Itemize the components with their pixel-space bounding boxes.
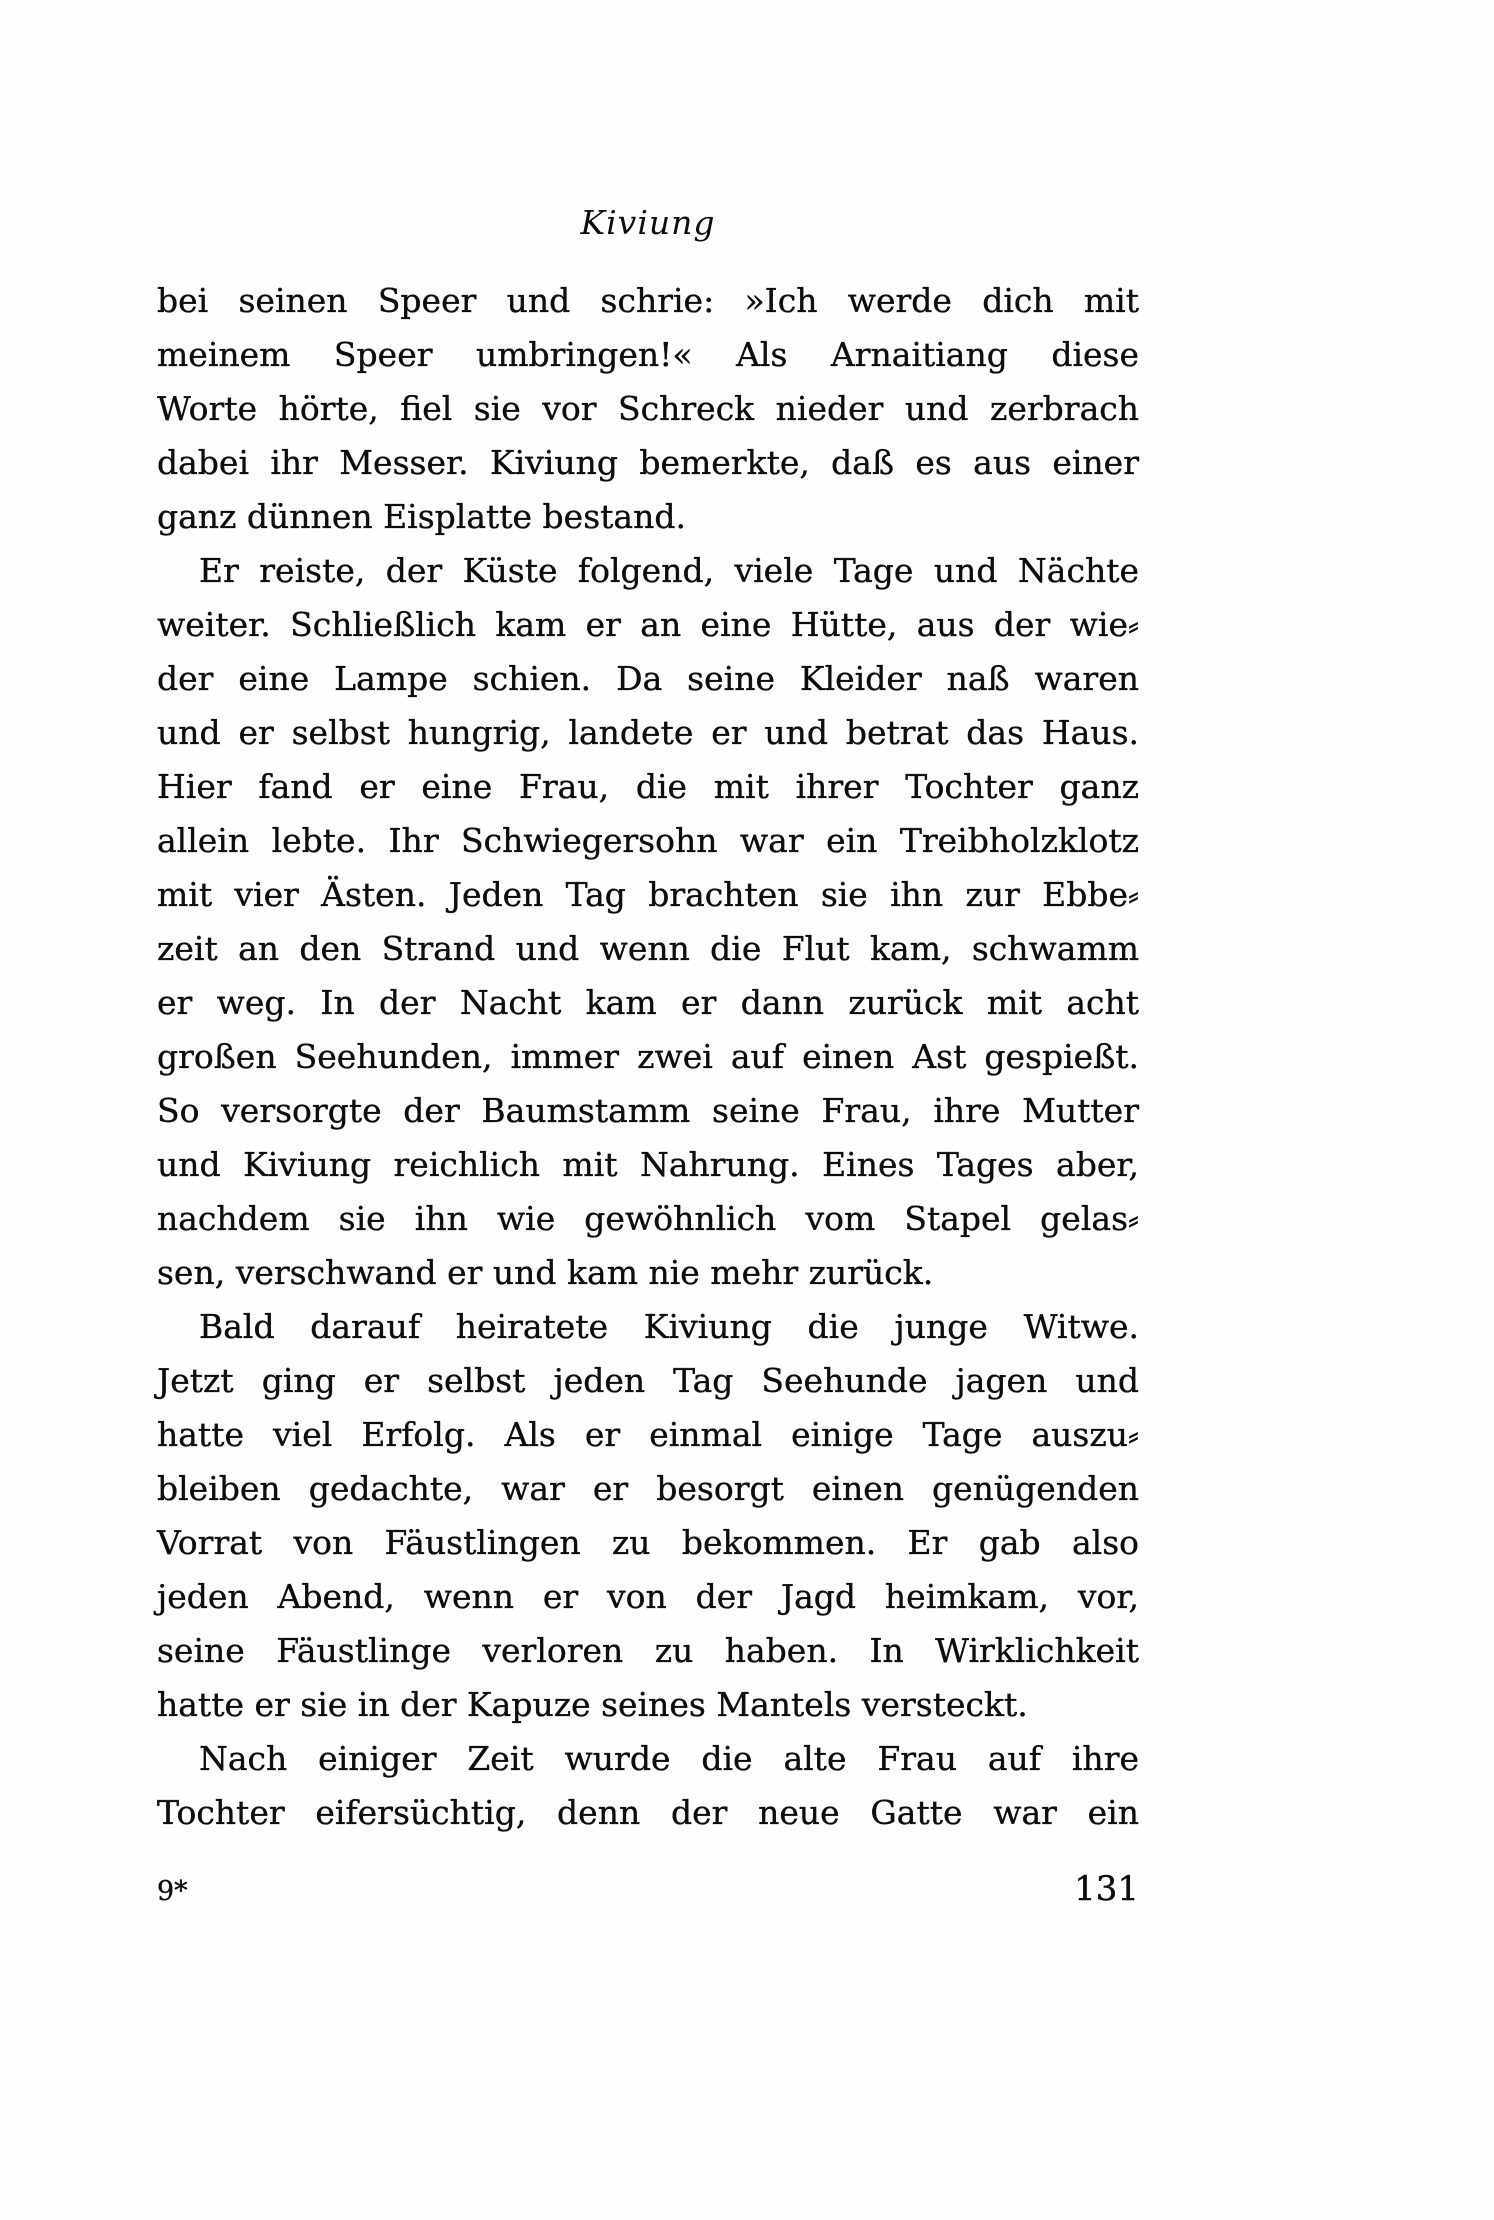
text-line: und Kiviung reichlich mit Nahrung. Eines Tages aber,	[157, 1145, 1139, 1184]
text-line: weiter. Schließlich kam er an eine Hütte, aus der wie⸗	[157, 605, 1139, 644]
text-line: bei seinen Speer und schrie: »Ich werde dich mit	[157, 281, 1139, 320]
text-line: So versorgte der Baumstamm seine Frau, ihre Mutter	[157, 1091, 1139, 1130]
text-line: dabei ihr Messer. Kiviung bemerkte, daß es aus einer	[157, 443, 1139, 482]
running-head: Kiviung	[580, 203, 716, 242]
signature-mark: 9*	[157, 1876, 188, 1907]
text-line: Nach einiger Zeit wurde die alte Frau auf ihre	[199, 1739, 1139, 1778]
text-line: meinem Speer umbringen!« Als Arnaitiang diese	[157, 335, 1139, 374]
text-line: ganz dünnen Eisplatte bestand.	[157, 497, 686, 536]
text-line: Vorrat von Fäustlingen zu bekommen. Er gab also	[157, 1523, 1139, 1562]
text-line: großen Seehunden, immer zwei auf einen Ast gespießt.	[157, 1037, 1139, 1076]
paragraph	[157, 544, 1139, 1300]
text-line: Tochter eifersüchtig, denn der neue Gatte war ein	[157, 1793, 1139, 1832]
text-line: zeit an den Strand und wenn die Flut kam, schwamm	[157, 929, 1139, 968]
page-number: 131	[1074, 1869, 1139, 1909]
body-text	[157, 274, 1139, 1840]
text-block	[157, 200, 1139, 1840]
text-line: seine Fäustlinge verloren zu haben. In Wirklichkeit	[157, 1631, 1139, 1670]
paragraph	[157, 1300, 1139, 1732]
page-footer	[157, 1869, 1139, 1909]
text-line: mit vier Ästen. Jeden Tag brachten sie ihn zur Ebbe⸗	[157, 875, 1139, 914]
text-line: Hier fand er eine Frau, die mit ihrer Tochter ganz	[157, 767, 1139, 806]
text-line: hatte er sie in der Kapuze seines Mantels versteckt.	[157, 1685, 1028, 1724]
text-line: sen, verschwand er und kam nie mehr zurück.	[157, 1253, 934, 1292]
text-line: Worte hörte, fiel sie vor Schreck nieder und zerbrach	[157, 389, 1139, 428]
text-line: Er reiste, der Küste folgend, viele Tage und Nächte	[199, 551, 1139, 590]
text-line: bleiben gedachte, war er besorgt einen genügenden	[157, 1469, 1139, 1508]
text-line: allein lebte. Ihr Schwiegersohn war ein Treibholzklotz	[157, 821, 1139, 860]
text-line: hatte viel Erfolg. Als er einmal einige Tage auszu⸗	[157, 1415, 1139, 1454]
text-line: nachdem sie ihn wie gewöhnlich vom Stapel gelas⸗	[157, 1199, 1139, 1238]
text-line: er weg. In der Nacht kam er dann zurück mit acht	[157, 983, 1139, 1022]
text-line: und er selbst hungrig, landete er und betrat das Haus.	[157, 713, 1139, 752]
paragraph	[157, 1732, 1139, 1840]
text-line: Bald darauf heiratete Kiviung die junge Witwe.	[199, 1307, 1139, 1346]
text-line: Jetzt ging er selbst jeden Tag Seehunde jagen und	[157, 1361, 1139, 1400]
paragraph	[157, 274, 1139, 544]
text-line: jeden Abend, wenn er von der Jagd heimkam, vor,	[157, 1577, 1139, 1616]
text-line: der eine Lampe schien. Da seine Kleider naß waren	[157, 659, 1139, 698]
